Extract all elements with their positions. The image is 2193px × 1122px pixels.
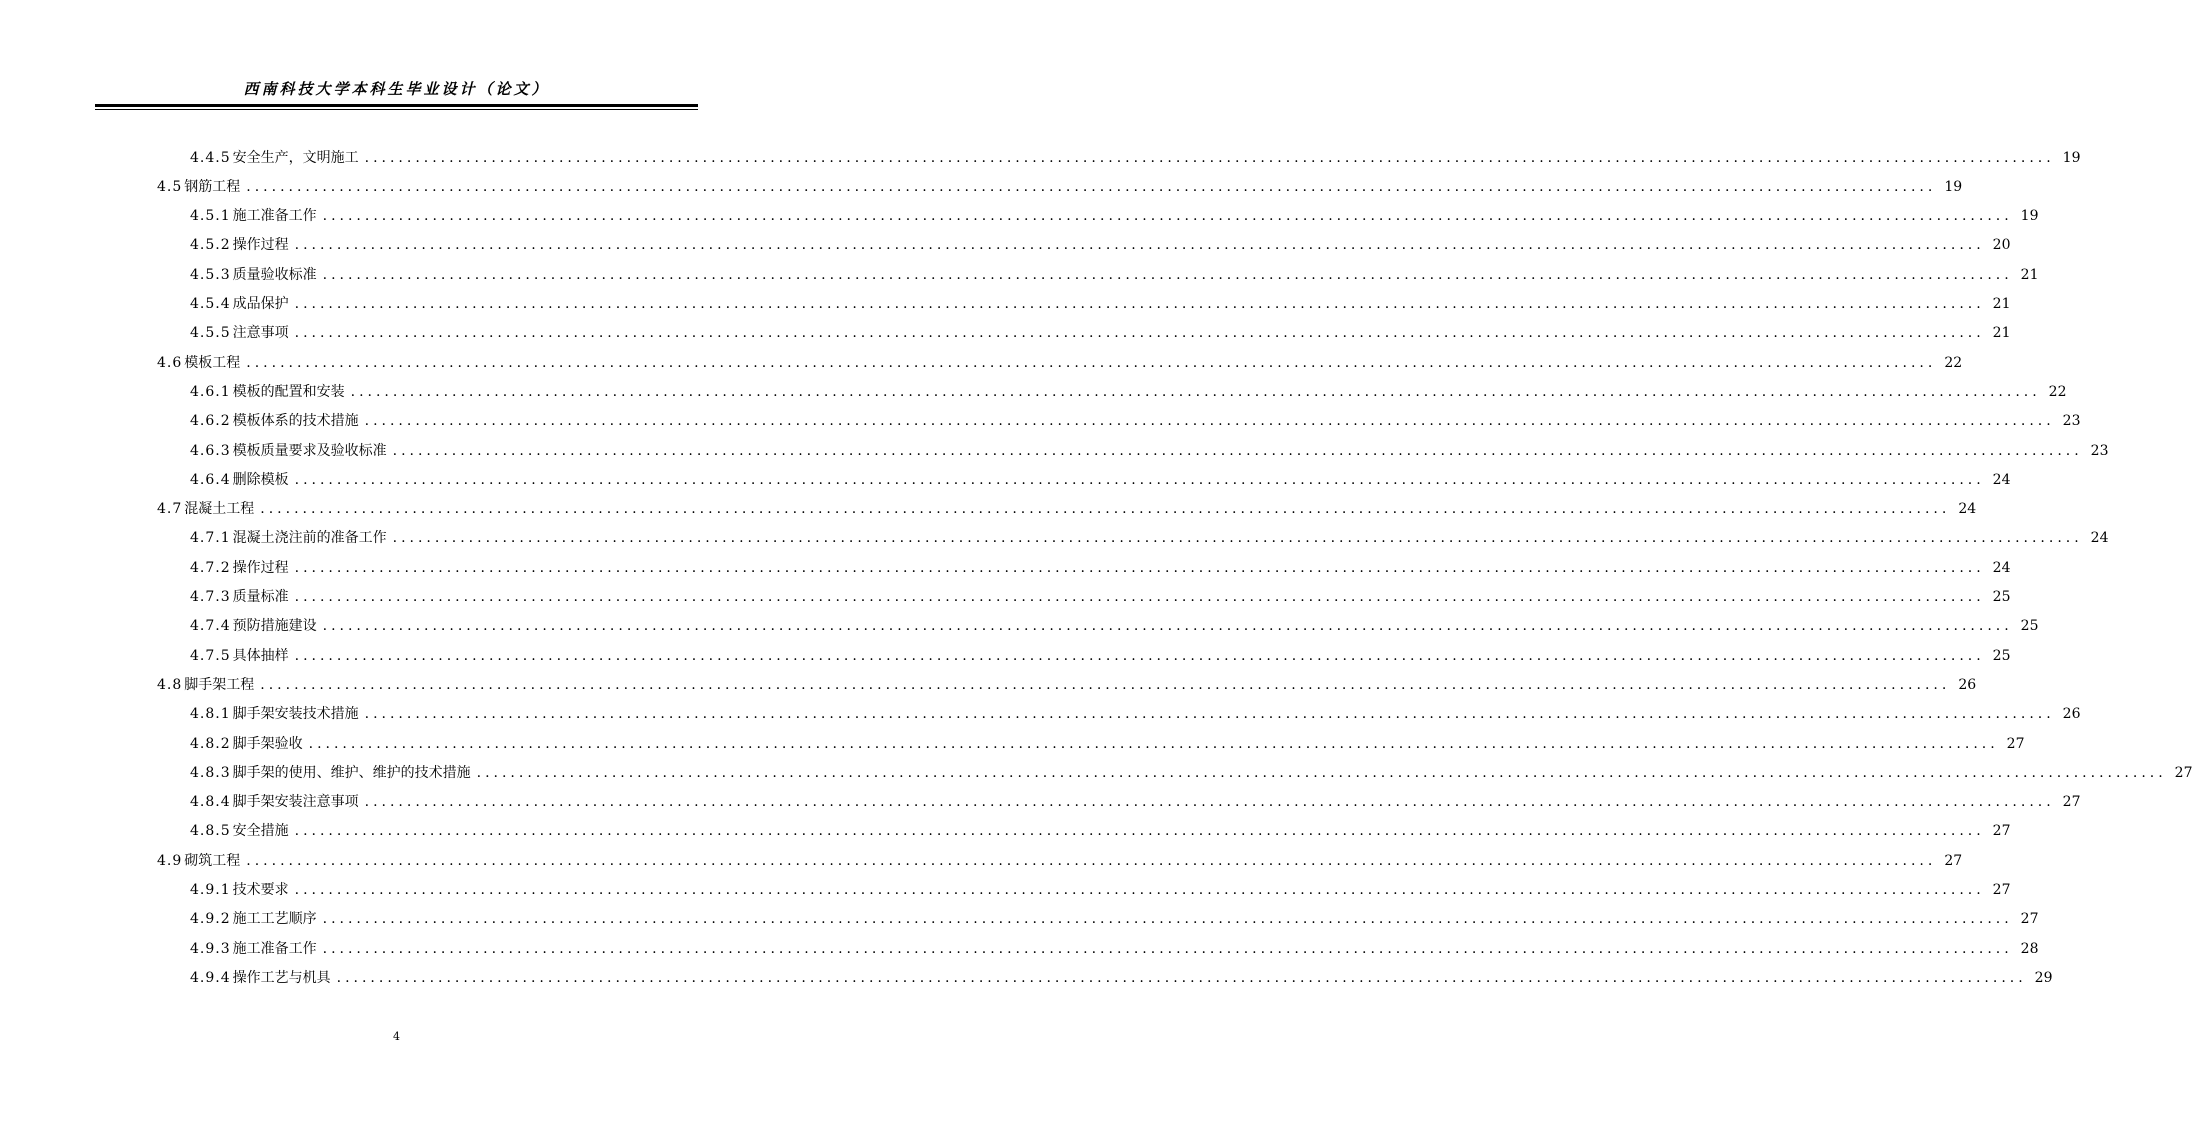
toc-entry-number: 4.6.1 bbox=[190, 383, 231, 400]
header-rule-thick bbox=[95, 104, 698, 107]
toc-entry[interactable] bbox=[190, 876, 2011, 905]
toc-entry-title: 脚手架工程 bbox=[184, 676, 255, 693]
toc-entry-title: 施工工艺顺序 bbox=[232, 911, 317, 928]
toc-leader-dots: ........................................................................................................................................................................................................ bbox=[364, 706, 2055, 723]
toc-entry-page: 27 bbox=[2020, 911, 2039, 928]
toc-leader-dots: ........................................................................................................................................................................................................ bbox=[246, 354, 1937, 371]
toc-leader-dots: ........................................................................................................................................................................................................ bbox=[392, 530, 2083, 547]
toc-leader-dots: ........................................................................................................................................................................................................ bbox=[392, 442, 2083, 459]
toc-entry-title: 模板体系的技术措施 bbox=[232, 413, 359, 430]
toc-entry[interactable] bbox=[190, 290, 2011, 319]
toc-leader-dots: ........................................................................................................................................................................................................ bbox=[294, 325, 1985, 342]
toc-leader-dots: ........................................................................................................................................................................................................ bbox=[308, 735, 1999, 752]
toc-entry-page: 28 bbox=[2020, 940, 2039, 957]
toc-entry[interactable] bbox=[190, 817, 2011, 846]
toc-leader-dots: ........................................................................................................................................................................................................ bbox=[294, 559, 1985, 576]
toc-entry-number: 4.9.4 bbox=[190, 969, 231, 986]
toc-entry-number: 4.9.2 bbox=[190, 911, 231, 928]
toc-leader-dots: ........................................................................................................................................................................................................ bbox=[364, 413, 2055, 430]
toc-entry-page: 27 bbox=[2062, 794, 2081, 811]
toc-entry[interactable] bbox=[157, 495, 1977, 524]
toc-entry-title: 脚手架安装技术措施 bbox=[232, 706, 359, 723]
toc-entry-title: 具体抽样 bbox=[232, 647, 289, 664]
toc-entry-number: 4.5.4 bbox=[190, 296, 231, 312]
toc-entry-number: 4.7.2 bbox=[190, 559, 231, 576]
toc-leader-dots: ........................................................................................................................................................................................................ bbox=[294, 237, 1985, 254]
toc-leader-dots: ........................................................................................................................................................................................................ bbox=[294, 471, 1985, 488]
toc-entry-page: 26 bbox=[1958, 676, 1977, 693]
toc-entry-title: 脚手架安装注意事项 bbox=[232, 794, 359, 811]
toc-entry[interactable] bbox=[190, 729, 2025, 758]
toc-entry-page: 25 bbox=[2020, 618, 2039, 635]
toc-entry-title: 钢筋工程 bbox=[184, 178, 241, 195]
toc-entry[interactable] bbox=[190, 612, 2039, 641]
toc-entry-number: 4.8.5 bbox=[190, 823, 231, 840]
toc-leader-dots: ........................................................................................................................................................................................................ bbox=[336, 969, 2027, 986]
toc-entry-number: 4.8.2 bbox=[190, 735, 231, 752]
toc-entry[interactable] bbox=[190, 260, 2039, 289]
toc-leader-dots: ........................................................................................................................................................................................................ bbox=[322, 266, 2013, 283]
toc-leader-dots: ........................................................................................................................................................................................................ bbox=[294, 296, 1985, 312]
toc-entry-number: 4.8.1 bbox=[190, 706, 231, 723]
toc-entry-title: 操作过程 bbox=[232, 237, 289, 254]
toc-entry-title: 模板的配置和安装 bbox=[232, 383, 345, 400]
toc-entry-number: 4.7.3 bbox=[190, 589, 231, 605]
toc-leader-dots: ........................................................................................................................................................................................................ bbox=[322, 911, 2013, 928]
toc-entry-title: 成品保护 bbox=[232, 296, 289, 312]
toc-entry-title: 删除模板 bbox=[232, 471, 289, 488]
toc-leader-dots: ........................................................................................................................................................................................................ bbox=[260, 501, 1951, 518]
toc-entry[interactable] bbox=[190, 934, 2039, 963]
toc-entry-page: 27 bbox=[2174, 764, 2193, 781]
toc-leader-dots: ........................................................................................................................................................................................................ bbox=[294, 589, 1985, 605]
toc-entry-page: 20 bbox=[1992, 237, 2011, 254]
toc-entry-page: 26 bbox=[2062, 706, 2081, 723]
toc-entry-title: 安全生产，文明施工 bbox=[232, 149, 359, 166]
toc-entry-page: 29 bbox=[2034, 969, 2053, 986]
toc-entry-page: 22 bbox=[1944, 354, 1963, 371]
toc-entry-number: 4.8.4 bbox=[190, 794, 231, 811]
toc-entry[interactable] bbox=[157, 670, 1977, 699]
toc-entry-page: 21 bbox=[1992, 325, 2011, 342]
toc-entry-page: 19 bbox=[2062, 149, 2081, 166]
toc-entry-title: 混凝土浇注前的准备工作 bbox=[232, 530, 387, 547]
toc-entry-title: 脚手架验收 bbox=[232, 735, 303, 752]
toc-entry[interactable] bbox=[190, 905, 2039, 934]
toc-entry-title: 混凝土工程 bbox=[184, 501, 255, 518]
toc-entry-number: 4.9.1 bbox=[190, 882, 231, 898]
header-rule-thin bbox=[95, 109, 698, 110]
toc-entry-number: 4.6.2 bbox=[190, 413, 231, 430]
toc-entry-number: 4.5.2 bbox=[190, 237, 231, 254]
toc-entry-page: 21 bbox=[1992, 296, 2011, 312]
toc-entry[interactable] bbox=[190, 963, 2053, 992]
running-header: 西南科技大学本科生毕业设计（论文） bbox=[243, 80, 550, 98]
toc-entry-page: 27 bbox=[1992, 823, 2011, 840]
toc-entry[interactable] bbox=[190, 700, 2081, 729]
toc-entry-number: 4.5.3 bbox=[190, 266, 231, 283]
toc-entry-number: 4.7.4 bbox=[190, 618, 231, 635]
toc-entry-title: 操作工艺与机具 bbox=[232, 969, 331, 986]
toc-leader-dots: ........................................................................................................................................................................................................ bbox=[364, 794, 2055, 811]
toc-entry-title: 质量标准 bbox=[232, 589, 289, 605]
toc-entry-page: 23 bbox=[2062, 413, 2081, 430]
toc-entry-number: 4.7 bbox=[157, 501, 183, 518]
toc-entry-page: 25 bbox=[1992, 589, 2011, 605]
toc-entry-number: 4.4.5 bbox=[190, 149, 231, 166]
toc-entry-number: 4.6.4 bbox=[190, 471, 231, 488]
toc-entry-title: 施工准备工作 bbox=[232, 940, 317, 957]
toc-leader-dots: ........................................................................................................................................................................................................ bbox=[322, 940, 2013, 957]
toc-entry-page: 23 bbox=[2090, 442, 2109, 459]
toc-entry-number: 4.9.3 bbox=[190, 940, 231, 957]
toc-entry[interactable] bbox=[190, 758, 2193, 787]
toc-entry-title: 砌筑工程 bbox=[184, 852, 241, 869]
toc-entry[interactable] bbox=[190, 641, 2011, 670]
toc-leader-dots: ........................................................................................................................................................................................................ bbox=[246, 178, 1937, 195]
toc-entry[interactable] bbox=[190, 319, 2011, 348]
toc-entry-title: 模板质量要求及验收标准 bbox=[232, 442, 387, 459]
toc-entry-title: 注意事项 bbox=[232, 325, 289, 342]
toc-leader-dots: ........................................................................................................................................................................................................ bbox=[364, 149, 2055, 166]
toc-leader-dots: ........................................................................................................................................................................................................ bbox=[246, 852, 1937, 869]
toc-leader-dots: ........................................................................................................................................................................................................ bbox=[322, 208, 2013, 225]
toc-entry[interactable] bbox=[157, 172, 1963, 201]
toc-entry-page: 19 bbox=[1944, 178, 1963, 195]
toc-entry-page: 24 bbox=[1992, 559, 2011, 576]
toc-entry-number: 4.5.5 bbox=[190, 325, 231, 342]
page-number: 4 bbox=[393, 1030, 400, 1043]
toc-entry-number: 4.5.1 bbox=[190, 208, 231, 225]
toc-leader-dots: ........................................................................................................................................................................................................ bbox=[260, 676, 1951, 693]
toc-entry[interactable] bbox=[190, 436, 2109, 465]
toc-entry-title: 技术要求 bbox=[232, 882, 289, 898]
toc-entry-title: 安全措施 bbox=[232, 823, 289, 840]
toc-entry-page: 25 bbox=[1992, 647, 2011, 664]
toc-entry-page: 24 bbox=[1958, 501, 1977, 518]
toc-entry-title: 脚手架的使用、维护、维护的技术措施 bbox=[232, 764, 471, 781]
toc-entry[interactable] bbox=[190, 583, 2011, 612]
toc-entry[interactable] bbox=[190, 231, 2011, 260]
toc-entry[interactable] bbox=[190, 377, 2067, 406]
toc-entry-title: 模板工程 bbox=[184, 354, 241, 371]
toc-entry-title: 预防措施建设 bbox=[232, 618, 317, 635]
toc-entry-number: 4.6 bbox=[157, 354, 183, 371]
toc-leader-dots: ........................................................................................................................................................................................................ bbox=[350, 383, 2041, 400]
toc-entry[interactable] bbox=[190, 465, 2011, 494]
toc-entry-page: 24 bbox=[2090, 530, 2109, 547]
toc-entry-number: 4.7.1 bbox=[190, 530, 231, 547]
toc-entry-page: 19 bbox=[2020, 208, 2039, 225]
toc-entry-number: 4.5 bbox=[157, 178, 183, 195]
toc-entry-page: 27 bbox=[1944, 852, 1963, 869]
toc-entry[interactable] bbox=[190, 143, 2081, 172]
toc-leader-dots: ........................................................................................................................................................................................................ bbox=[294, 823, 1985, 840]
toc-entry[interactable] bbox=[190, 524, 2109, 553]
toc-entry-title: 施工准备工作 bbox=[232, 208, 317, 225]
toc-entry[interactable] bbox=[190, 788, 2081, 817]
toc-entry-number: 4.9 bbox=[157, 852, 183, 869]
toc-entry-page: 21 bbox=[2020, 266, 2039, 283]
toc-entry-number: 4.8.3 bbox=[190, 764, 231, 781]
toc-entry-number: 4.6.3 bbox=[190, 442, 231, 459]
toc-leader-dots: ........................................................................................................................................................................................................ bbox=[294, 882, 1985, 898]
toc-leader-dots: ........................................................................................................................................................................................................ bbox=[322, 618, 2013, 635]
toc-entry-title: 质量验收标准 bbox=[232, 266, 317, 283]
toc-entry-page: 27 bbox=[2006, 735, 2025, 752]
toc-entry-page: 27 bbox=[1992, 882, 2011, 898]
toc-entry-number: 4.8 bbox=[157, 676, 183, 693]
toc-entry[interactable] bbox=[157, 846, 1963, 875]
toc-entry-number: 4.7.5 bbox=[190, 647, 231, 664]
toc-entry-page: 22 bbox=[2048, 383, 2067, 400]
toc-entry[interactable] bbox=[190, 407, 2081, 436]
toc-entry[interactable] bbox=[190, 553, 2011, 582]
toc-entry[interactable] bbox=[190, 202, 2039, 231]
toc-entry[interactable] bbox=[157, 348, 1963, 377]
toc-leader-dots: ........................................................................................................................................................................................................ bbox=[294, 647, 1985, 664]
toc-entry-page: 24 bbox=[1992, 471, 2011, 488]
toc-entry-title: 操作过程 bbox=[232, 559, 289, 576]
toc-leader-dots: ........................................................................................................................................................................................................ bbox=[476, 764, 2167, 781]
